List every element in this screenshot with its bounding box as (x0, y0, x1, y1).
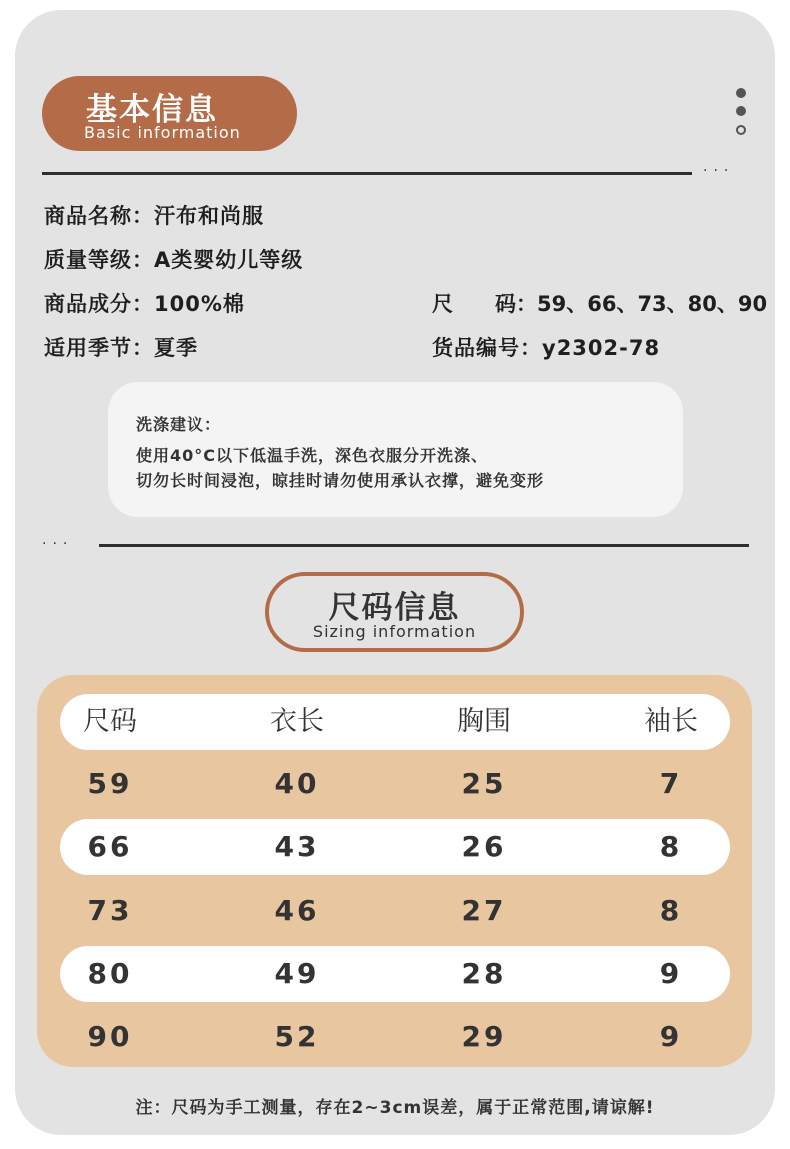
cell-length: 40 (274, 767, 320, 800)
ring-icon (736, 125, 746, 135)
sizing-info-badge (265, 572, 524, 652)
product-code: 货品编号：y2302-78 (432, 336, 661, 360)
divider-top (42, 172, 692, 175)
dot-icon (736, 106, 746, 116)
cell-chest: 29 (461, 1020, 507, 1053)
cell-size: 73 (87, 894, 133, 927)
table-row (60, 1009, 730, 1065)
cell-size: 59 (87, 767, 133, 800)
cell-sleeve: 9 (659, 957, 683, 990)
wash-advice-line: 切勿长时间浸泡，晾挂时请勿使用承认衣撑，避免变形 (136, 471, 545, 490)
dotted-divider-top: ··· (703, 163, 735, 179)
product-name: 商品名称：汗布和尚服 (44, 204, 264, 228)
cell-chest: 25 (461, 767, 507, 800)
quality-grade: 质量等级：A类婴幼儿等级 (44, 248, 304, 272)
measurement-note: 注：尺码为手工测量，存在2~3cm误差，属于正常范围,请谅解! (135, 1098, 655, 1118)
wash-advice-title: 洗涤建议： (136, 415, 222, 434)
cell-sleeve: 8 (659, 830, 683, 863)
size-list: 尺 码：59、66、73、80、90 (432, 292, 768, 316)
header-chest: 胸围 (457, 706, 511, 737)
dot-icon (736, 88, 746, 98)
table-row (60, 819, 730, 875)
header-size: 尺码 (83, 706, 137, 737)
cell-chest: 28 (461, 957, 507, 990)
cell-chest: 27 (461, 894, 507, 927)
cell-size: 66 (87, 830, 133, 863)
header-sleeve: 袖长 (644, 706, 698, 737)
wash-advice-line: 使用40°C以下低温手洗，深色衣服分开洗涤、 (136, 446, 489, 465)
cell-length: 46 (274, 894, 320, 927)
dotted-divider-bottom: ··· (42, 536, 74, 552)
cell-sleeve: 7 (659, 767, 683, 800)
table-header-row (60, 694, 730, 750)
cell-size: 80 (87, 957, 133, 990)
cell-sleeve: 9 (659, 1020, 683, 1053)
divider-bottom (99, 544, 749, 547)
material: 商品成分：100%棉 (44, 292, 245, 316)
basic-info-subtitle: Basic information (84, 123, 241, 142)
cell-length: 43 (274, 830, 320, 863)
basic-info-badge (42, 76, 297, 151)
cell-size: 90 (87, 1020, 133, 1053)
cell-length: 52 (274, 1020, 320, 1053)
header-length: 衣长 (270, 706, 324, 737)
cell-chest: 26 (461, 830, 507, 863)
wash-advice-box (108, 382, 683, 517)
table-row (60, 883, 730, 939)
basic-info-title: 基本信息 (86, 92, 218, 128)
cell-sleeve: 8 (659, 894, 683, 927)
table-row (60, 946, 730, 1002)
cell-length: 49 (274, 957, 320, 990)
season: 适用季节：夏季 (44, 336, 198, 360)
sizing-info-title: 尺码信息 (328, 590, 461, 626)
sizing-info-subtitle: Sizing information (312, 622, 477, 641)
table-row (60, 756, 730, 812)
